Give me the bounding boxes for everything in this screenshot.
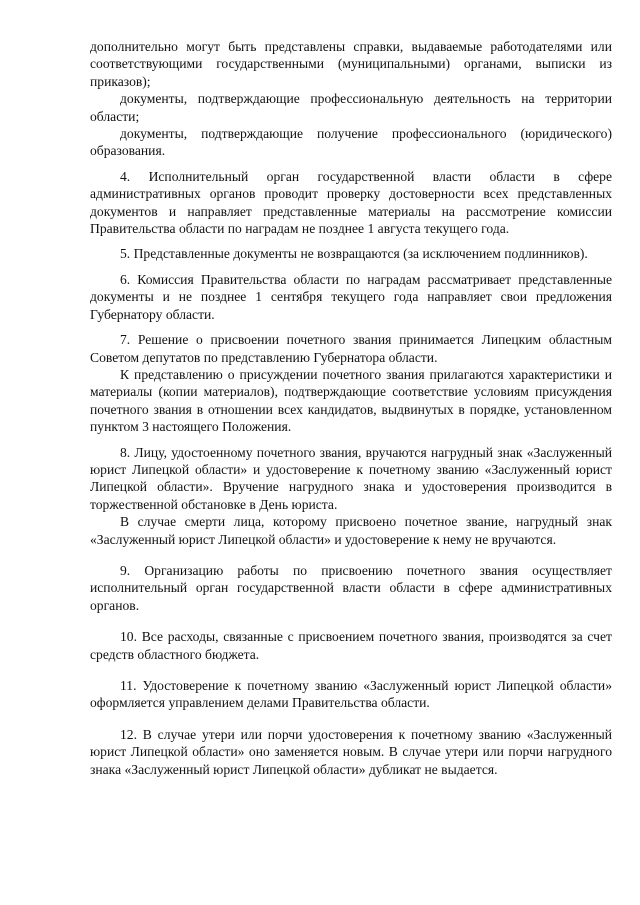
paragraph-item-9: 9. Организацию работы по присвоению почетного звания осуществляет исполнительный орган государственной власти области в сфере административных органов. [90, 562, 612, 613]
paragraph-item-8-death-case: В случае смерти лица, которому присвоено почетное звание, нагрудный знак «Заслуженный юрист Липецкой области» и удостоверение к нему не вручаются. [90, 514, 612, 547]
paragraph-item-11: 11. Удостоверение к почетному званию «Заслуженный юрист Липецкой области» оформляется управлением делами Правительства области. [90, 678, 612, 711]
paragraph-professional-activity: документы, подтверждающие профессиональную деятельность на территории области; [90, 91, 612, 124]
paragraph-item-6: 6. Комиссия Правительства области по наградам рассматривает представленные документы и не позднее 1 сентября текущего года направляет свои предложения Губернатору области. [90, 271, 612, 322]
paragraph-item-7-attachments: К представлению о присуждении почетного звания прилагаются характеристики и материалы (копии материалов), подтверждающие соответствие условиям присуждения почетного звания в отношении всех кандидатов, выдвинутых в порядке, установленном пунктом 3 настоящего Положения. [90, 366, 612, 435]
paragraph-continuation: дополнительно могут быть представлены справки, выдаваемые работодателями или соответствующими государственными (муниципальными) органами, выписки из приказов); [90, 39, 612, 89]
paragraph-item-12: 12. В случае утери или порчи удостоверения к почетному званию «Заслуженный юрист Липецкой области» оно заменяется новым. В случае утери или порчи нагрудного знака «Заслуженный юрист Липецкой области» дубликат не выдается. [90, 726, 612, 777]
paragraph-item-4: 4. Исполнительный орган государственной власти области в сфере административных органов проводит проверку достоверности всех представленных документов и направляет представленные материалы на рассмотрение комиссии Правительства области по наградам не позднее 1 августа текущего года. [90, 168, 612, 237]
paragraph-item-5: 5. Представленные документы не возвращаются (за исключением подлинников). [120, 246, 588, 262]
paragraph-legal-education: документы, подтверждающие получение профессионального (юридического) образования. [90, 126, 612, 159]
paragraph-item-7: 7. Решение о присвоении почетного звания принимается Липецким областным Советом депутатов по представлению Губернатора области. [90, 332, 612, 365]
paragraph-item-8: 8. Лицу, удостоенному почетного звания, вручаются нагрудный знак «Заслуженный юрист Липецкой области» и удостоверение к почетному званию «Заслуженный юрист Липецкой области». Вручение нагрудного знака и удостоверения производится в торжественной обстановке в День юриста. [90, 444, 612, 512]
paragraph-item-10: 10. Все расходы, связанные с присвоением почетного звания, производятся за счет средств областного бюджета. [90, 629, 612, 662]
